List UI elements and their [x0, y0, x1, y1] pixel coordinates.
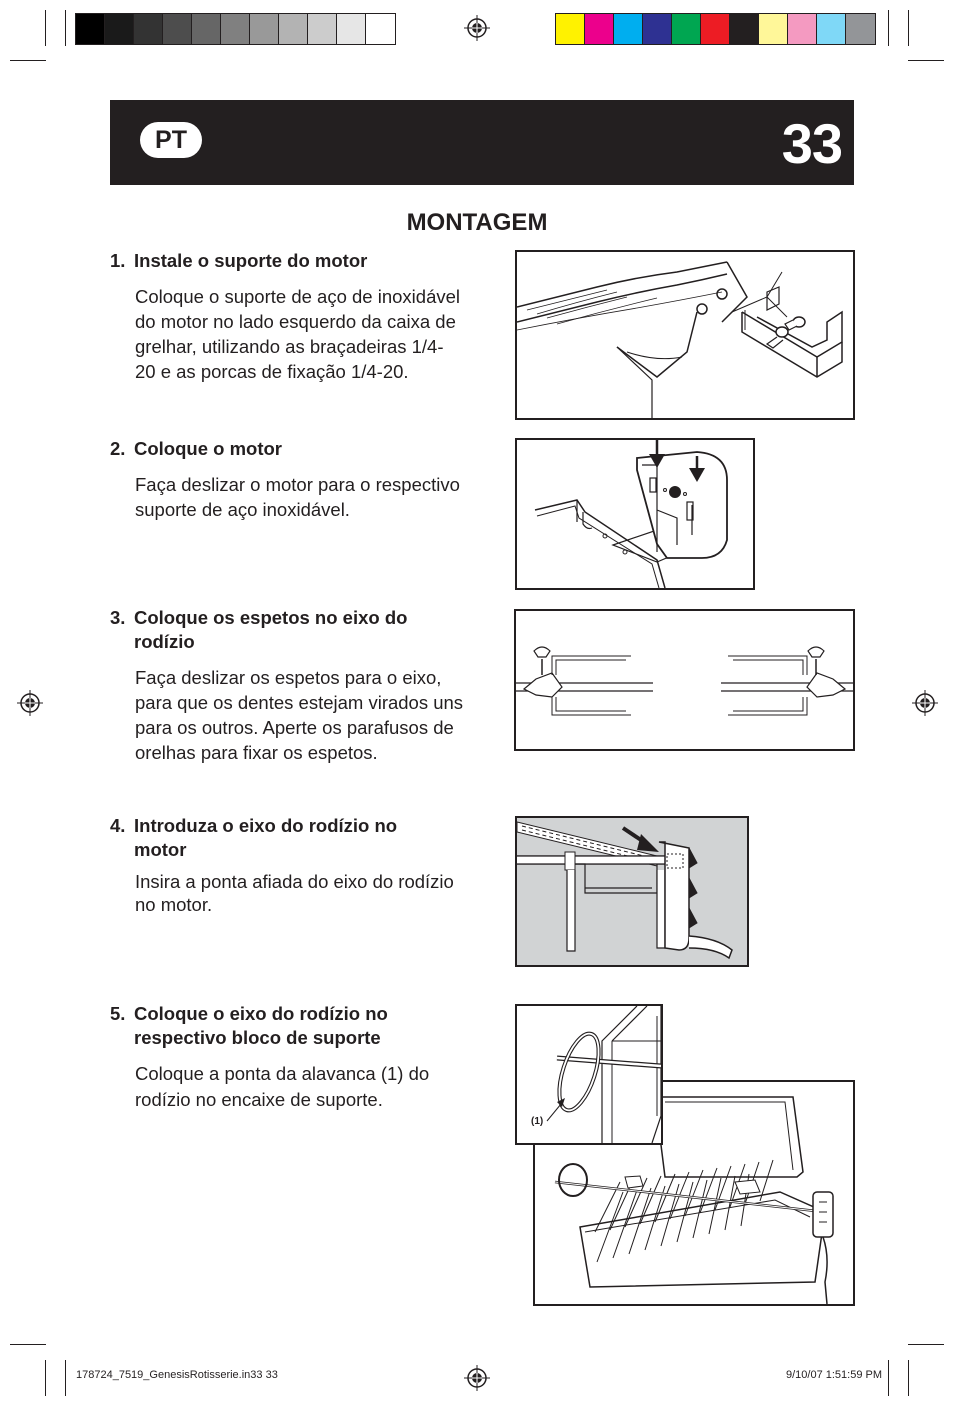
crop-mark — [65, 10, 66, 46]
color-swatch — [817, 14, 846, 44]
color-swatch — [614, 14, 643, 44]
page-header-bar — [110, 100, 854, 185]
step-heading: 3. Coloque os espetos no eixo do rodízio — [110, 607, 408, 652]
color-swatch — [730, 14, 759, 44]
crop-mark — [908, 1360, 909, 1396]
registration-mark-icon — [17, 690, 43, 716]
step-heading: 5. Coloque o eixo do rodízio no respectivo bloco de suporte — [110, 1003, 388, 1048]
process-color-bar — [555, 13, 876, 45]
illustration-handle-detail — [515, 1004, 663, 1145]
color-swatch — [643, 14, 672, 44]
color-swatch — [134, 14, 163, 44]
color-swatch — [788, 14, 817, 44]
section-title: MONTAGEM — [406, 209, 548, 236]
registration-mark-icon — [912, 690, 938, 716]
color-swatch — [221, 14, 250, 44]
crop-mark — [888, 1360, 889, 1396]
crop-mark — [45, 10, 46, 46]
crop-mark — [65, 1360, 66, 1396]
footer-file-info: 178724_7519_GenesisRotisserie.in33 33 — [76, 1369, 278, 1381]
registration-mark-icon — [464, 15, 490, 41]
crop-mark — [908, 10, 909, 46]
color-swatch — [192, 14, 221, 44]
color-swatch — [366, 14, 395, 44]
step-instructions: Insira a ponta afiada do eixo do rodízio no motor. — [135, 871, 454, 915]
callout-label: (1) — [531, 1116, 544, 1127]
color-swatch — [556, 14, 585, 44]
step-heading: 2. Coloque o motor — [110, 438, 282, 459]
registration-mark-icon — [464, 1365, 490, 1391]
color-swatch — [337, 14, 366, 44]
color-swatch — [701, 14, 730, 44]
step-instructions: Faça deslizar o motor para o respectivo suporte de aço inoxidável. — [135, 474, 460, 520]
step-instructions: Coloque o suporte de aço de inoxidável do motor no lado esquerdo da caixa de grelhar, utilizando as braçadeiras 1/4- 20 e as porcas de fixação 1/4-20. — [135, 286, 461, 382]
color-swatch — [163, 14, 192, 44]
crop-mark — [45, 1360, 46, 1396]
language-badge: PT — [140, 122, 202, 158]
step-instructions: Faça deslizar os espetos para o eixo, para que os dentes estejam virados uns para os outros. Aperte os parafusos de orelhas para fixar os espetos. — [135, 667, 464, 763]
step-instructions: Coloque a ponta da alavanca (1) do rodízio no encaixe de suporte. — [135, 1063, 430, 1110]
illustration-motor-bracket — [515, 250, 855, 420]
illustration-spit-forks — [514, 609, 855, 751]
color-swatch — [279, 14, 308, 44]
crop-mark — [10, 60, 46, 61]
color-swatch — [308, 14, 337, 44]
color-swatch — [759, 14, 788, 44]
color-swatch — [672, 14, 701, 44]
color-swatch — [76, 14, 105, 44]
crop-mark — [888, 10, 889, 46]
page-number: 33 — [781, 112, 842, 175]
color-swatch — [846, 14, 875, 44]
footer-timestamp: 9/10/07 1:51:59 PM — [785, 1369, 882, 1381]
crop-mark — [908, 1344, 944, 1345]
step-heading: 4. Introduza o eixo do rodízio no motor — [110, 815, 398, 860]
color-swatch — [585, 14, 614, 44]
color-swatch — [250, 14, 279, 44]
step-heading: 1. Instale o suporte do motor — [110, 250, 368, 271]
crop-mark — [908, 60, 944, 61]
grayscale-color-bar — [75, 13, 396, 45]
illustration-spit-into-motor — [515, 816, 749, 967]
crop-mark — [10, 1344, 46, 1345]
color-swatch — [105, 14, 134, 44]
illustration-motor-placement — [515, 438, 755, 590]
